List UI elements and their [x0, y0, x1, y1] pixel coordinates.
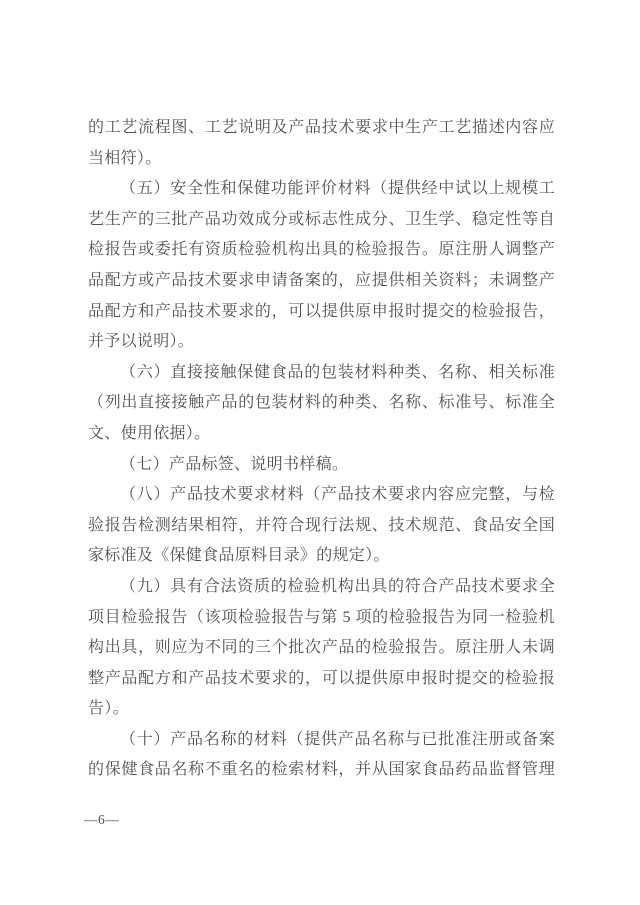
text-line: 告）。 [88, 700, 129, 718]
text-line: 家标准及《保健食品原料目录》的规定）。 [88, 547, 390, 565]
text-line: 艺生产的三批产品功效成分或标志性成分、卫生学、稳定性等自 [88, 210, 555, 228]
text-line: 项目检验报告（该项检验报告与第 5 项的检验报告为同一检验机 [88, 608, 555, 626]
text-line: 文、使用依据）。 [88, 424, 211, 442]
text-line: 检报告或委托有资质检验机构出具的检验报告。原注册人调整产 [88, 241, 555, 259]
text-line: 当相符）。 [88, 149, 162, 167]
text-line: （九）具有合法资质的检验机构出具的符合产品技术要求全 [120, 577, 555, 595]
document-body [88, 113, 555, 786]
text-line: 的工艺流程图、工艺说明及产品技术要求中生产工艺描述内容应 [88, 119, 555, 136]
text-line: （五）安全性和保健功能评价材料（提供经中试以上规模工 [120, 180, 555, 198]
text-line: （十）产品名称的材料（提供产品名称与已批准注册或备案 [120, 730, 555, 748]
text-line: 验报告检测结果相符，并符合现行法规、技术规范、食品安全国 [88, 516, 555, 534]
text-line: （六）直接接触保健食品的包装材料种类、名称、相关标准 [120, 363, 555, 381]
page-number: —6— [84, 812, 120, 828]
text-line: 整产品配方和产品技术要求的，可以提供原申报时提交的检验报 [88, 669, 555, 687]
text-line: 并予以说明）。 [88, 333, 195, 351]
text-line: 构出具，则应为不同的三个批次产品的检验报告。原注册人未调 [88, 639, 555, 657]
text-line: 品配方和产品技术要求的，可以提供原申报时提交的检验报告， [88, 302, 555, 320]
text-line: （八）产品技术要求材料（产品技术要求内容应完整，与检 [120, 486, 555, 504]
text-line: 品配方或产品技术要求申请备案的，应提供相关资料；未调整产 [88, 271, 555, 289]
text-line: （七）产品标签、说明书样稿。 [120, 455, 349, 473]
text-line: （列出直接接触产品的包装材料的种类、名称、标准号、标准全 [88, 394, 555, 412]
text-line: 的保健食品名称不重名的检索材料，并从国家食品药品监督管理 [88, 761, 555, 779]
